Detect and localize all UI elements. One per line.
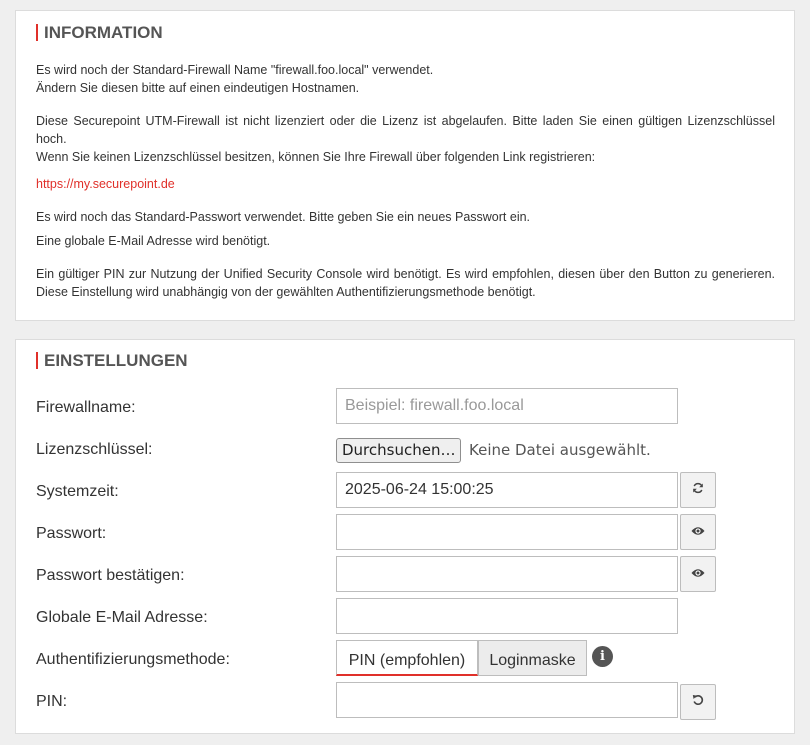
- eye-icon: [691, 523, 705, 541]
- license-notice: [36, 112, 775, 166]
- password-input[interactable]: [336, 514, 678, 550]
- register-link-row: [36, 175, 775, 193]
- information-panel: [15, 10, 795, 321]
- email-label: Globale E-Mail Adresse:: [36, 609, 208, 626]
- password-label: Passwort:: [36, 525, 107, 542]
- systemtime-label: Systemzeit:: [36, 483, 119, 500]
- email-input[interactable]: [336, 598, 678, 634]
- password-confirm-input[interactable]: [336, 556, 678, 592]
- email-notice: Eine globale E-Mail Adresse wird benötigt.: [36, 234, 271, 248]
- refresh-icon: [692, 481, 704, 499]
- pin-notice: Ein gültiger PIN zur Nutzung der Unified Security Console wird benötigt. Es wird empfohlen, diesen über den Button zu generieren. Diese Einstellung wird unabhängig von der gewählten Authentifizierungsmethode benötigt.: [36, 267, 775, 299]
- pin-input[interactable]: [336, 682, 678, 718]
- settings-title: EINSTELLUNGEN: [36, 352, 188, 369]
- password-notice: Es wird noch das Standard-Passwort verwendet. Bitte geben Sie ein neues Passwort ein.: [36, 210, 531, 224]
- systemtime-input[interactable]: [336, 472, 678, 508]
- license-browse-button[interactable]: Durchsuchen…: [336, 438, 461, 463]
- firewallname-input[interactable]: [336, 388, 678, 424]
- firewallname-label: Firewallname:: [36, 399, 136, 416]
- auth-method-label: Authentifizierungsmethode:: [36, 651, 230, 668]
- register-link[interactable]: https://my.securepoint.de: [36, 177, 175, 191]
- password-confirm-label: Passwort bestätigen:: [36, 567, 185, 584]
- pin-label: PIN:: [36, 693, 68, 710]
- settings-panel: [15, 339, 795, 734]
- eye-icon: [691, 565, 705, 583]
- information-title: INFORMATION: [36, 24, 163, 41]
- register-notice-text: Wenn Sie keinen Lizenzschlüssel besitzen, können Sie Ihre Firewall über folgenden Link registrieren:: [36, 150, 596, 164]
- auth-option-loginmask[interactable]: Loginmaske: [478, 640, 587, 676]
- password-toggle-visibility-button[interactable]: [680, 514, 716, 550]
- license-label: Lizenzschlüssel:: [36, 441, 153, 458]
- pin-generate-button[interactable]: [680, 684, 716, 720]
- auth-option-pin[interactable]: PIN (empfohlen): [336, 640, 478, 676]
- hostname-notice: [36, 61, 775, 97]
- systemtime-refresh-button[interactable]: [680, 472, 716, 508]
- license-file-status: Keine Datei ausgewählt.: [469, 441, 651, 459]
- license-notice-text: Diese Securepoint UTM-Firewall ist nicht lizenziert oder die Lizenz ist abgelaufen. Bitte laden Sie einen gültigen Lizenzschlüssel hoch.: [36, 114, 775, 146]
- hostname-notice-line1: Es wird noch der Standard-Firewall Name "firewall.foo.local" verwendet.: [36, 63, 434, 77]
- info-icon[interactable]: i: [592, 646, 613, 667]
- password-confirm-toggle-visibility-button[interactable]: [680, 556, 716, 592]
- undo-icon: [692, 693, 704, 711]
- hostname-notice-line2: Ändern Sie diesen bitte auf einen eindeutigen Hostnamen.: [36, 81, 360, 95]
